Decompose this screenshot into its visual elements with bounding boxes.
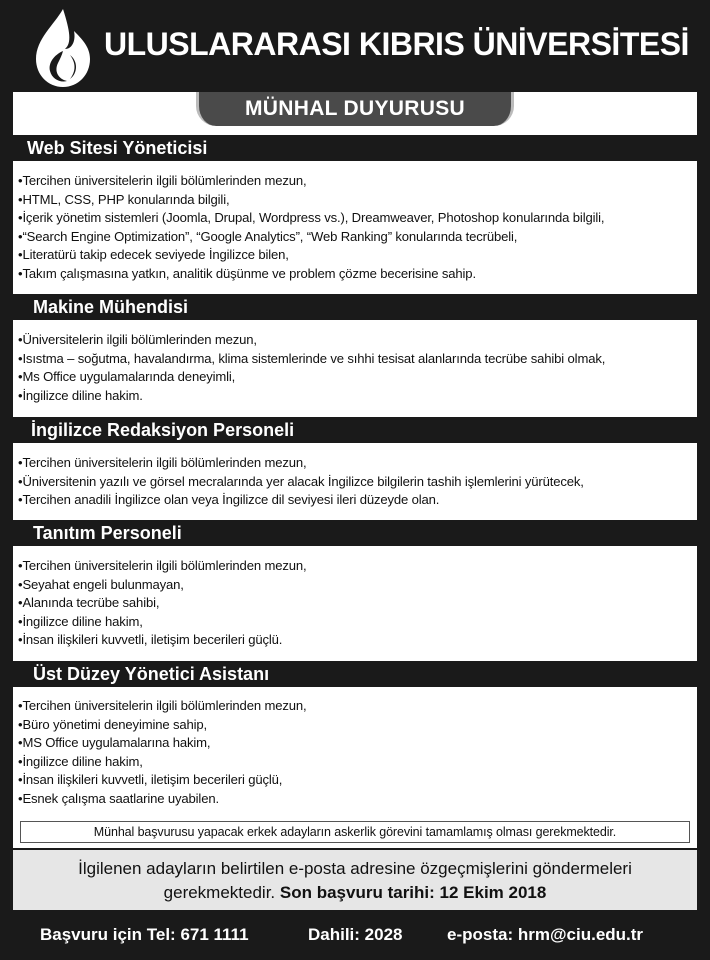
instruction-text: gerekmektedir. — [163, 883, 276, 902]
announcement-title: MÜNHAL DUYURUSU — [245, 97, 465, 120]
email-address: e-posta: hrm@ciu.edu.tr — [447, 925, 644, 944]
list-item: • Üniversitelerin ilgili bölümlerinden mezun, — [18, 331, 698, 350]
list-item: • Tercihen üniversitelerin ilgili bölümlerinden mezun, — [18, 557, 698, 576]
requirements-list-asistan — [18, 697, 698, 808]
section-header-tanitim-personeli — [13, 520, 697, 546]
list-item: • Takım çalışmasına yatkın, analitik düşünme ve problem çözme becerisine sahip. — [18, 265, 698, 284]
list-item: • Tercihen üniversitelerin ilgili bölümlerinden mezun, — [18, 697, 698, 716]
list-item: • Tercihen üniversitelerin ilgili bölümlerinden mezun, — [18, 172, 698, 191]
list-item: • “Search Engine Optimization”, “Google Analytics”, “Web Ranking” konularında tecrübeli, — [18, 228, 698, 247]
list-item: • Ms Office uygulamalarında deneyimli, — [18, 368, 698, 387]
list-item: • İngilizce diline hakim, — [18, 613, 698, 632]
list-item: • MS Office uygulamalarına hakim, — [18, 734, 698, 753]
header — [0, 0, 710, 92]
list-item: • Üniversitenin yazılı ve görsel mecralarında yer alacak İngilizce bilgilerin tashih işlemlerini yürütecek, — [18, 473, 698, 492]
requirements-list-tanitim — [18, 557, 698, 650]
flame-drop-logo-icon — [32, 7, 94, 89]
instruction-line-deadline — [13, 880, 697, 905]
contact-footer — [0, 920, 710, 956]
list-item: • HTML, CSS, PHP konularında bilgili, — [18, 191, 698, 210]
list-item: • Seyahat engeli bulunmayan, — [18, 576, 698, 595]
instruction-line: İlgilenen adayların belirtilen e-posta adresine özgeçmişlerini göndermeleri — [78, 859, 632, 878]
list-item: • Literatürü takip edecek seviyede İngilizce bilen, — [18, 246, 698, 265]
section-header-web-sitesi-yoneticisi — [13, 135, 697, 161]
list-item: • Tercihen üniversitelerin ilgili bölümlerinden mezun, — [18, 454, 698, 473]
list-item: • İnsan ilişkileri kuvvetli, iletişim becerileri güçlü, — [18, 771, 698, 790]
list-item: • Büro yönetimi deneyimine sahip, — [18, 716, 698, 735]
military-service-note — [20, 821, 690, 843]
requirements-list-makine — [18, 331, 698, 405]
list-item: • Esnek çalışma saatlarine uyabilen. — [18, 790, 698, 809]
list-item: • Tercihen anadili İngilizce olan veya İngilizce dil seviyesi ileri düzeyde olan. — [18, 491, 698, 510]
list-item: • İnsan ilişkileri kuvvetli, iletişim becerileri güçlü. — [18, 631, 698, 650]
note-text: Münhal başvurusu yapacak erkek adayların askerlik görevini tamamlamış olması gerekmektedir. — [93, 825, 617, 839]
list-item: • İngilizce diline hakim. — [18, 387, 698, 406]
application-instructions — [13, 850, 697, 910]
list-item: • Isıstma – soğutma, havalandırma, klima sistemlerinde ve sıhhi tesisat alanlarında tecrübe sahibi olmak, — [18, 350, 698, 369]
section-title: Web Sitesi Yöneticisi — [27, 138, 208, 158]
section-title: İngilizce Redaksiyon Personeli — [31, 420, 295, 440]
announcement-title-tab — [196, 92, 514, 126]
extension-number: Dahili: 2028 — [308, 925, 403, 944]
section-title: Makine Mühendisi — [33, 297, 189, 317]
section-title: Üst Düzey Yönetici Asistanı — [33, 664, 270, 684]
section-header-makine-muhendisi — [13, 294, 697, 320]
section-header-ingilizce-redaksiyon — [13, 417, 697, 443]
list-item: • Alanında tecrübe sahibi, — [18, 594, 698, 613]
list-item: • İngilizce diline hakim, — [18, 753, 698, 772]
list-item: • İçerik yönetim sistemleri (Joomla, Drupal, Wordpress vs.), Dreamweaver, Photoshop konularında bilgili, — [18, 209, 698, 228]
section-title: Tanıtım Personeli — [33, 523, 182, 543]
deadline-text: Son başvuru tarihi: 12 Ekim 2018 — [279, 883, 547, 902]
university-name: ULUSLARARASI KIBRIS ÜNİVERSİTESİ — [104, 26, 689, 62]
phone-number: Başvuru için Tel: 671 1111 — [40, 925, 249, 944]
requirements-list-web — [18, 172, 698, 283]
section-header-ust-duzey-yonetici-asistani — [13, 661, 697, 687]
requirements-list-redaksiyon — [18, 454, 698, 510]
